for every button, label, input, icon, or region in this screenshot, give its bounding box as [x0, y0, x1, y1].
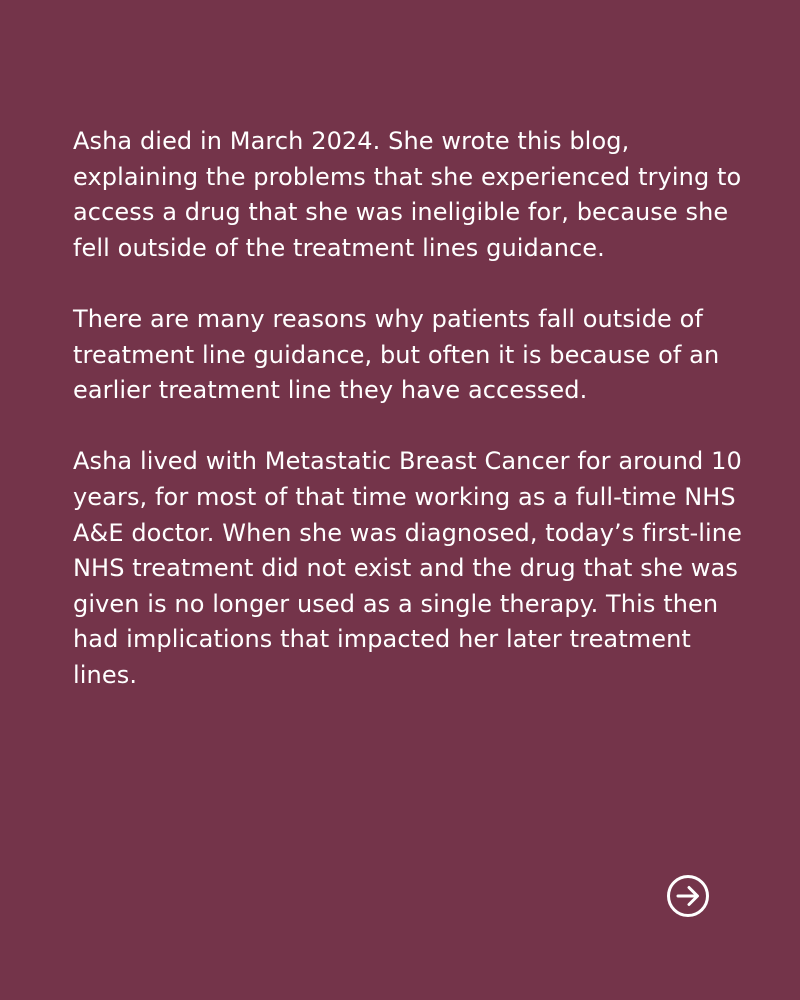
arrow-right-circle-icon	[666, 874, 710, 918]
paragraph-3: Asha lived with Metastatic Breast Cancer for around 10 years, for most of that time working as a full-time NHS A&E doctor. When she was diagnosed, today’s first-line NHS treatment did not exist and the drug that she was given is no longer used as a single therapy. This then had implications that impacted her later treatment lines.	[73, 447, 742, 689]
paragraph-2: There are many reasons why patients fall outside of treatment line guidance, but often it is because of an earlier treatment line they have accessed.	[73, 304, 720, 405]
paragraph-1: Asha died in March 2024. She wrote this blog, explaining the problems that she experienced trying to access a drug that she was ineligible for, because she fell outside of the treatment lines guidance.	[73, 127, 742, 262]
next-slide-button[interactable]	[666, 874, 710, 918]
body-text	[73, 124, 753, 694]
